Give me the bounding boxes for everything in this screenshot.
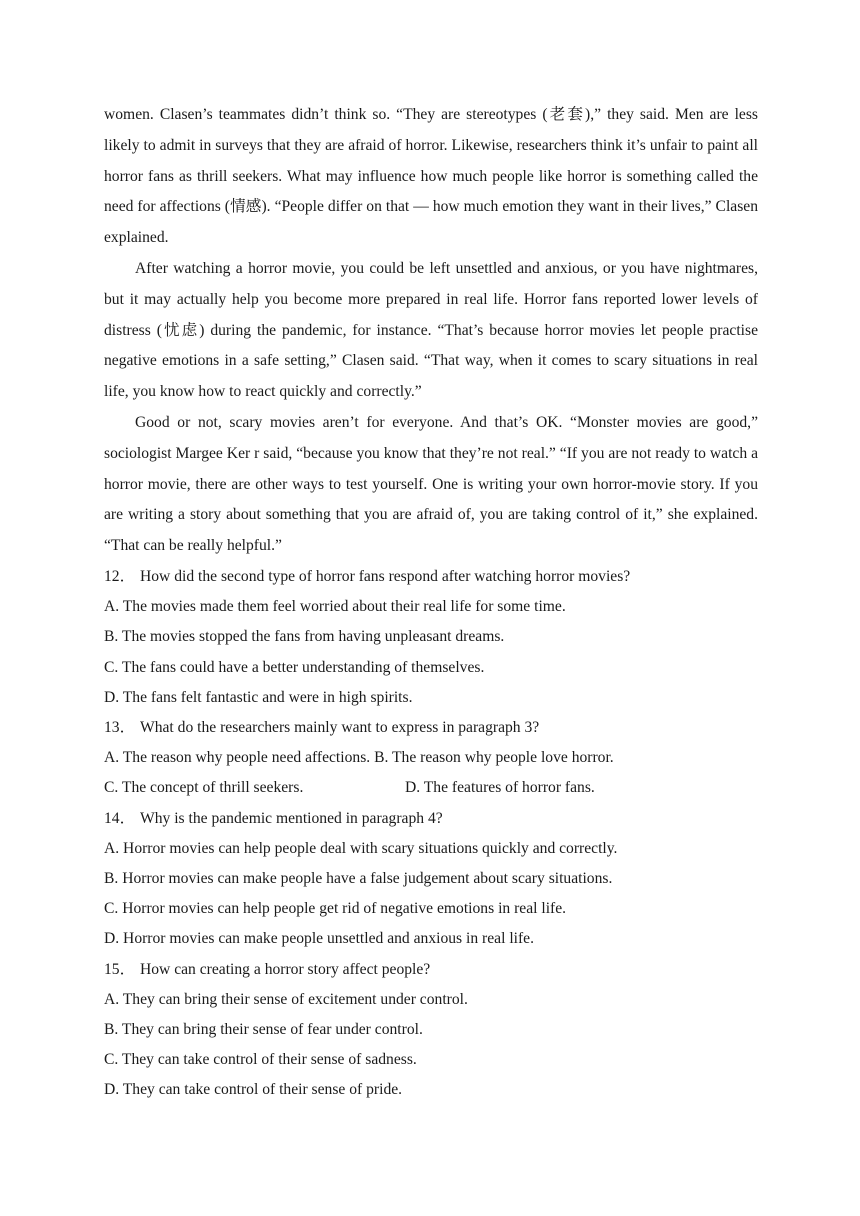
option-a[interactable]: A. The reason why people need affections.	[104, 749, 371, 767]
question-text: Why is the pandemic mentioned in paragraph 4?	[140, 809, 443, 827]
question-number: 15．	[104, 960, 136, 978]
question-stem	[104, 713, 758, 743]
option-d[interactable]: D. Horror movies can make people unsettled and anxious in real life.	[104, 930, 534, 948]
option-c[interactable]: C. They can take control of their sense of sadness.	[104, 1051, 417, 1069]
question-15	[104, 955, 758, 1106]
option-c[interactable]: C. The fans could have a better understanding of themselves.	[104, 658, 485, 676]
document-page	[104, 100, 758, 1106]
question-13	[104, 713, 758, 804]
option-a[interactable]: A. The movies made them feel worried about their real life for some time.	[104, 598, 566, 616]
option-d[interactable]: D. They can take control of their sense of pride.	[104, 1081, 403, 1099]
option-c[interactable]: C. Horror movies can help people get rid of negative emotions in real life.	[104, 900, 567, 918]
passage-paragraph-4: After watching a horror movie, you could be left unsettled and anxious, or you have nightmares, but it may actually help you become more prepared in real life. Horror fans reported lower levels of distress (忧虑) during the pandemic, for instance. “That’s because horror movies let people practise negative emotions in a safe setting,” Clasen said. “That way, when it comes to scary situations in real life, you know how to react quickly and correctly.”	[104, 259, 758, 401]
option-b[interactable]: B. Horror movies can make people have a false judgement about scary situations.	[104, 869, 613, 887]
option-c[interactable]: C. The concept of thrill seekers.	[104, 779, 304, 797]
option-d[interactable]: D. The features of horror fans.	[405, 779, 595, 797]
option-row-cd	[104, 773, 758, 803]
option-a[interactable]: A. Horror movies can help people deal with scary situations quickly and correctly.	[104, 839, 618, 857]
question-14	[104, 804, 758, 955]
option-b[interactable]: B. They can bring their sense of fear under control.	[104, 1021, 423, 1038]
question-number: 13．	[104, 718, 136, 736]
option-a[interactable]: A. They can bring their sense of excitement under control.	[104, 990, 468, 1008]
passage-paragraph-continued: women. Clasen’s teammates didn’t think so. “They are stereotypes (老套),” they said. Men are less likely to admit in surveys that they are afraid of horror. Likewise, researchers think it’s unfair to paint all horror fans as thrill seekers. What may influence how much people like horror is something called the need for affections (情感). “People differ on that — how much emotion they want in their lives,” Clasen explained.	[104, 106, 758, 247]
question-number: 12．	[104, 567, 136, 585]
question-stem	[104, 562, 758, 592]
question-stem	[104, 955, 758, 985]
passage-paragraph-5: Good or not, scary movies aren’t for everyone. And that’s OK. “Monster movies are good,” sociologist Margee Ker r said, “because you know that they’re not real.” “If you are not ready to watch a horror movie, there are other ways to test yourself. One is writing your own horror-movie story. If you are writing a story about something that you are afraid of, you are taking control of it,” she explained. “That can be really helpful.”	[104, 413, 758, 555]
option-d[interactable]: D. The fans felt fantastic and were in high spirits.	[104, 688, 413, 706]
option-b[interactable]: B. The reason why people love horror.	[374, 749, 614, 767]
option-b[interactable]: B. The movies stopped the fans from having unpleasant dreams.	[104, 628, 505, 646]
question-text: How can creating a horror story affect people?	[140, 960, 431, 978]
question-12	[104, 562, 758, 713]
question-number: 14．	[104, 809, 136, 827]
question-text: What do the researchers mainly want to express in paragraph 3?	[140, 718, 540, 736]
question-text: How did the second type of horror fans respond after watching horror movies?	[140, 567, 631, 585]
option-row-ab	[104, 743, 758, 773]
question-stem	[104, 804, 758, 834]
